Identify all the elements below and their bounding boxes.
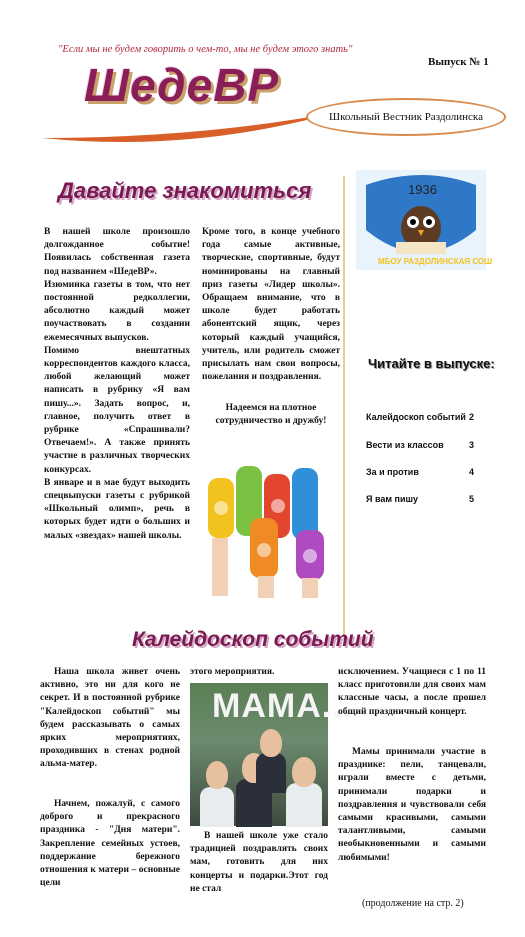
photo-banner-text: МАМА...	[212, 687, 354, 725]
subtitle-text: Школьный Вестник Раздолинска	[328, 111, 483, 123]
toc-item-label: Калейдоскоп событий	[366, 412, 466, 422]
toc-item[interactable]	[366, 440, 474, 450]
toc-heading: Читайте в выпуске:	[368, 356, 495, 371]
events-column-3b: Мамы принимали участие в празднике: пели, танцевали, играли вместе с детьми, принимали подарки и поздравления и чувствовали себя самыми красивыми, самыми талантливыми, самыми необыкновенными и самыми любимыми!	[338, 747, 486, 863]
toc-item-page: 4	[468, 467, 474, 477]
owl-school-emblem-icon	[356, 170, 493, 270]
sidebar-divider	[343, 176, 345, 636]
mothers-day-photo	[190, 683, 354, 826]
logo-year: 1936	[408, 182, 437, 197]
issue-number: Выпуск № 1	[428, 56, 489, 68]
toc-item-page: 5	[468, 494, 474, 504]
painted-hands-image	[200, 448, 336, 598]
toc-item[interactable]	[366, 494, 474, 504]
toc-item-page: 2	[468, 412, 474, 422]
toc-item[interactable]	[366, 412, 474, 422]
toc-item-label: Я вам пишу	[366, 494, 419, 504]
newspaper-title: ШедеВР	[84, 59, 280, 111]
events-column-3a: исключением. Учащиеся с 1 по 11 класс приготовили для своих мам классные часы, а после прошел общий праздничный концерт.	[338, 667, 486, 717]
intro-closing: Надеемся на плотное сотрудничество и дружбу!	[215, 403, 327, 427]
newspaper-subtitle	[306, 98, 506, 136]
section-title-events: Калейдоскоп событий	[132, 628, 374, 651]
toc-item[interactable]	[366, 467, 474, 477]
intro-column-2: Кроме того, в конце учебного года самые активные, творческие, спортивные, будут номинированы на главный приз газеты «Лидер школы». Обращаем внимание, что в школе будет работать абонентский ящик, через который каждый учащийся, учитель, или родитель сможет присылать нам свои вопросы, пожелания и поздравления.	[202, 227, 340, 383]
events-column-1a: Наша школа живет очень активно, это ни для кого не секрет. И в постоянной рубрике "Калейдоскоп событий" мы будем рассказывать о самых ярких мероприятиях, проходивших в стенах родной альма-матер.	[40, 667, 180, 770]
toc-item-page: 3	[468, 440, 474, 450]
toc-item-label: Вести из классов	[366, 440, 444, 450]
events-column-1b: Начнем, пожалуй, с самого доброго и прекрасного праздника - "Дня матери". Закрепление семейных устоев, поддержание бережного отношения к матери – основные цели	[40, 799, 180, 889]
events-column-2a: этого мероприятия.	[190, 667, 275, 677]
logo-caption: МБОУ РАЗДОЛИНСКАЯ СОШ	[378, 257, 493, 266]
continued-note: (продолжение на стр. 2)	[362, 898, 464, 909]
intro-column-1: В нашей школе произошло долгожданное событие! Появилась собственная газета под названием «ШедеВР». Изюминка газеты в том, что нет постоянной редколлегии, абсолютно каждый может поучаствовать в создании ежемесячных выпусков. Помимо внештатных корреспондентов каждого класса, любой желающий может написать в рубрику «Я вам пишу...». Задать вопрос, и, главное, получить ответ в рубрике «Спрашивали? Отвечаем!». А также принять участие в различных творческих конкурсах. В январе и в мае будут выходить спецвыпуски газеты с рубрикой «Школьный олимп», речь в которых будет идти о больших и малых «звездах» нашей школы.	[44, 227, 190, 541]
section-title-intro: Давайте знакомиться	[58, 178, 312, 203]
toc-item-label: За и против	[366, 467, 419, 477]
newspaper-motto: "Если мы не будем говорить о чем-то, мы не будем этого знать"	[58, 44, 353, 55]
events-column-2b: В нашей школе уже стало традицией поздравлять своих мам, готовить для них концерты и подарки.Этот год не стал	[190, 831, 328, 894]
header-swoosh-decoration	[40, 108, 340, 148]
